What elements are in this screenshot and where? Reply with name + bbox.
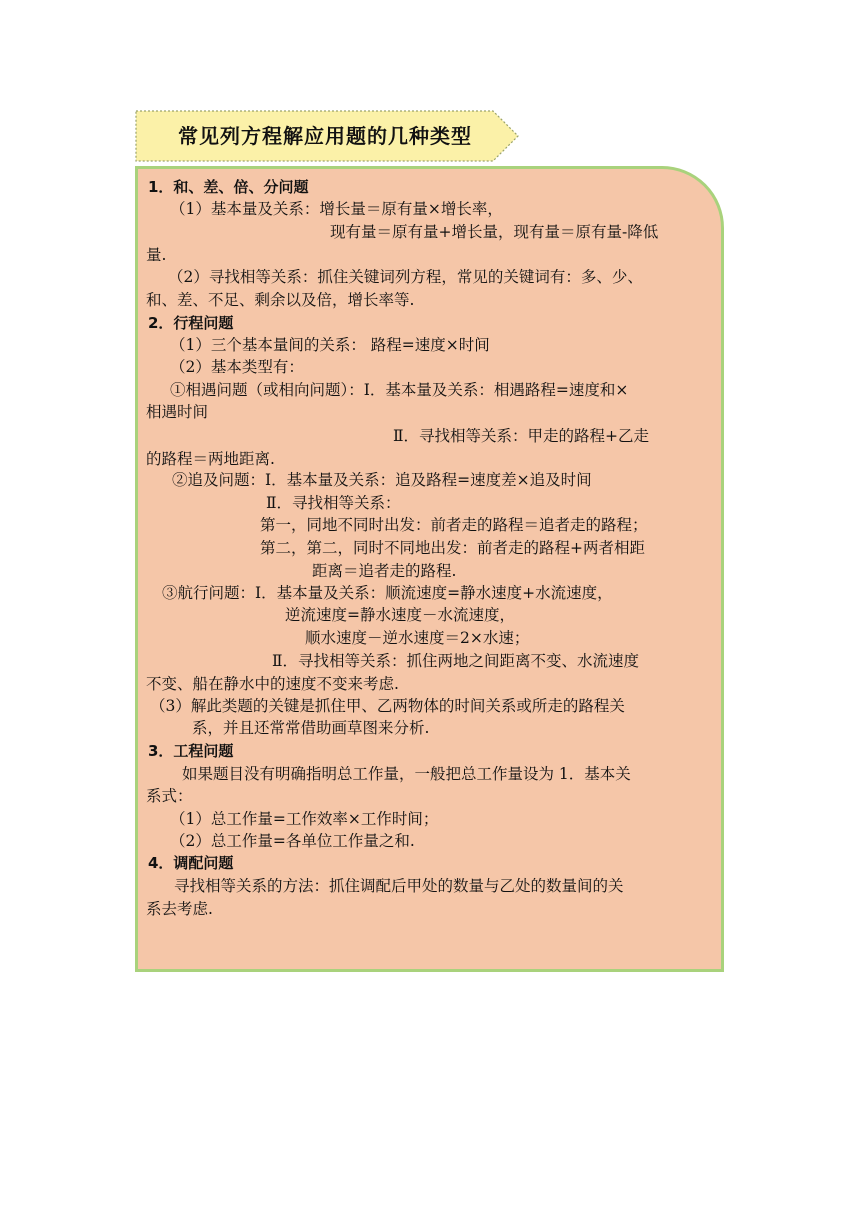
text-line: 不变、船在静水中的速度不变来考虑. (146, 675, 399, 693)
text-line: （2）寻找相等关系：抓住关键词列方程，常见的关键词有：多、少、 (168, 268, 643, 286)
text-line: Ⅱ．寻找相等关系： (266, 494, 401, 512)
text-line: 寻找相等关系的方法：抓住调配后甲处的数量与乙处的数量间的关 (174, 877, 624, 895)
text-line: 现有量＝原有量+增长量，现有量＝原有量-降低 (330, 223, 659, 241)
section-heading: 1．和、差、倍、分问题 (148, 178, 309, 196)
text-line: （2）基本类型有： (170, 358, 304, 376)
text-line: 和、差、不足、剩余以及倍，增长率等. (146, 291, 415, 309)
text-line: 第一，同地不同时出发：前者走的路程＝追者走的路程； (260, 516, 648, 534)
page-title: 常见列方程解应用题的几种类型 (178, 124, 472, 148)
text-line: 顺水速度－逆水速度＝2×水速； (305, 629, 530, 647)
text-line: 第二，第二，同时不同地出发：前者走的路程+两者相距 (260, 539, 645, 557)
text-line: ②追及问题：Ⅰ．基本量及关系：追及路程=速度差×追及时间 (172, 471, 592, 489)
text-line: 系，并且还常常借助画草图来分析. (192, 719, 430, 737)
title-banner (135, 110, 520, 162)
section-heading: 4．调配问题 (148, 854, 234, 872)
text-line: 相遇时间 (146, 403, 209, 421)
text-line: （2）总工作量=各单位工作量之和. (170, 832, 415, 850)
text-line: 距离＝追者走的路程. (312, 562, 457, 580)
text-line: ③航行问题：Ⅰ．基本量及关系：顺流速度=静水速度+水流速度， (162, 584, 613, 602)
text-line: 系去考虑. (146, 900, 213, 918)
text-line: （1）基本量及关系：增长量＝原有量×增长率， (170, 200, 503, 218)
text-line: 量. (146, 246, 167, 264)
text-line: （1）总工作量=工作效率×工作时间； (170, 810, 439, 828)
text-line: ①相遇问题（或相向问题）：Ⅰ．基本量及关系：相遇路程=速度和× (170, 381, 629, 399)
text-line: 如果题目没有明确指明总工作量，一般把总工作量设为 1．基本关 (182, 765, 631, 783)
text-line: 的路程＝两地距离. (146, 450, 275, 468)
text-line: 逆流速度=静水速度－水流速度， (285, 606, 515, 624)
section-heading: 3．工程问题 (148, 742, 234, 760)
text-line: （1）三个基本量间的关系： 路程=速度×时间 (170, 336, 490, 354)
text-line: Ⅱ．寻找相等关系：抓住两地之间距离不变、水流速度 (272, 652, 640, 670)
text-line: （3）解此类题的关键是抓住甲、乙两物体的时间关系或所走的路程关 (150, 697, 625, 715)
text-line: Ⅱ．寻找相等关系：甲走的路程+乙走 (393, 427, 650, 445)
section-heading: 2．行程问题 (148, 314, 234, 332)
text-line: 系式： (146, 787, 193, 805)
